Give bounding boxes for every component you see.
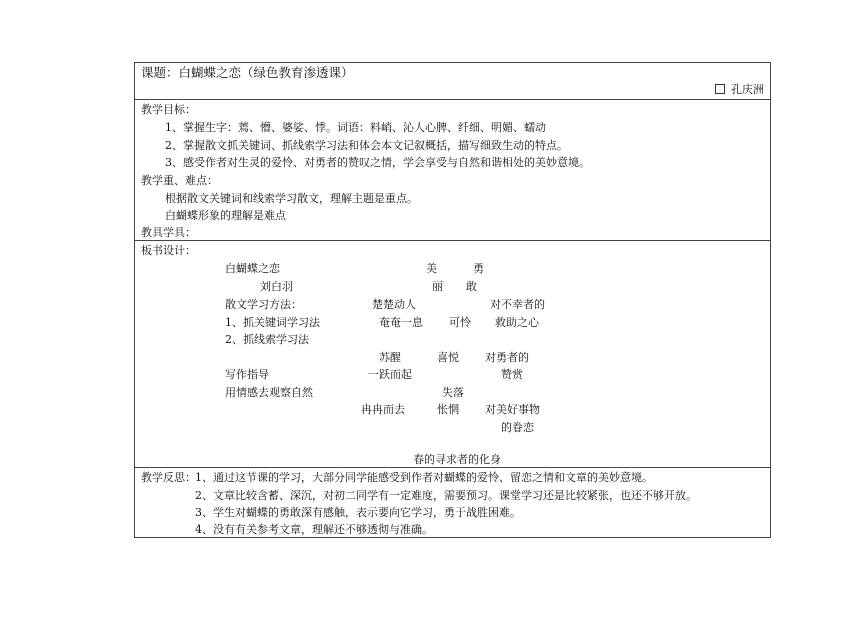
board-summary: 春的寻求者的化身 <box>413 453 501 466</box>
board-word: 的眷恋 <box>501 421 534 434</box>
board-word: 楚楚动人 <box>372 298 416 311</box>
objectives-heading: 教学目标： <box>141 103 196 116</box>
title-row <box>135 63 770 100</box>
focus-item: 根据散文关键词和线索学习散文，理解主题是重点。 <box>165 192 418 205</box>
board-title: 白蝴蝶之恋 <box>225 262 280 275</box>
reflection-item: 2、文章比较含蓄、深沉，对初二同学有一定难度，需要预习。课堂学习还是比较紧张，也还不够开放。 <box>195 489 697 502</box>
objective-item: 2、掌握散文抓关键词、抓线索学习法和体会本文记叙概括，描写细致生动的特点。 <box>165 139 568 152</box>
method-item: 2、抓线索学习法 <box>225 333 309 346</box>
method-item: 1、抓关键词学习法 <box>225 316 320 329</box>
reflection-row <box>135 468 770 537</box>
board-word: 对不幸者的 <box>490 298 545 311</box>
board-row <box>135 241 770 468</box>
lesson-title: 课题：白蝴蝶之恋（绿色教育渗透课） <box>141 65 354 80</box>
board-word: 奄奄一息 <box>379 316 423 329</box>
board-word: 对勇者的 <box>485 351 529 364</box>
tools-heading: 教具学具： <box>141 226 196 239</box>
focus-item: 白蝴蝶形象的理解是难点 <box>165 209 286 222</box>
lesson-plan-table <box>134 62 771 538</box>
objective-item: 1、掌握生字：蔫、懵、婆娑、悸。词语：料峭、沁人心脾、纤细、明媚、蠕动 <box>165 121 546 134</box>
board-word: 一跃而起 <box>368 368 412 381</box>
methods-heading: 散文学习方法： <box>225 298 302 311</box>
board-word: 勇 <box>473 262 484 275</box>
author-line <box>715 83 764 97</box>
checkbox-icon <box>715 84 725 94</box>
board-heading: 板书设计： <box>141 244 196 257</box>
board-author: 刘白羽 <box>260 280 293 293</box>
board-word: 怅惘 <box>437 403 459 416</box>
objectives-row <box>135 100 770 241</box>
board-word: 美 <box>426 262 437 275</box>
board-word: 失落 <box>442 386 464 399</box>
reflection-item: 4、没有有关参考文章，理解还不够透彻与准确。 <box>195 523 433 536</box>
reflection-heading: 教学反思： <box>141 471 196 484</box>
board-word: 敢 <box>466 280 477 293</box>
board-word: 苏醒 <box>379 351 401 364</box>
focus-heading: 教学重、难点： <box>141 174 218 187</box>
observe-nature: 用情感去观察自然 <box>225 386 313 399</box>
reflection-item: 1、通过这节课的学习，大部分同学能感受到作者对蝴蝶的爱怜、留恋之情和文章的美妙意境。 <box>195 471 653 484</box>
reflection-item: 3、学生对蝴蝶的勇敢深有感触，表示要向它学习，勇于战胜困难。 <box>195 506 521 519</box>
board-word: 可怜 <box>449 316 471 329</box>
board-word: 喜悦 <box>437 351 459 364</box>
board-word: 救助之心 <box>495 316 539 329</box>
objective-item: 3、感受作者对生灵的爱怜、对勇者的赞叹之情，学会享受与自然和谐相处的美妙意境。 <box>165 156 590 169</box>
board-word: 冉冉而去 <box>361 403 405 416</box>
board-word: 赞赏 <box>501 368 523 381</box>
board-word: 对美好事物 <box>485 403 540 416</box>
writing-guide: 写作指导 <box>225 368 269 381</box>
author-name: 孔庆洲 <box>731 83 764 96</box>
board-word: 丽 <box>432 280 443 293</box>
